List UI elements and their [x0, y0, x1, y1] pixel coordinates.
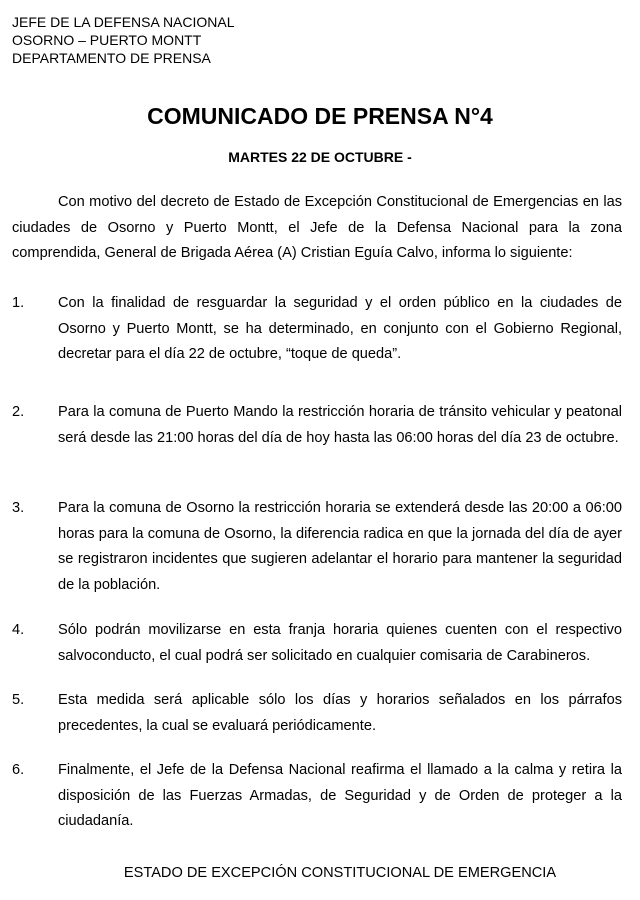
list-item-text: Sólo podrán movilizarse en esta franja horaria quienes cuenten con el respectivo salvoconducto, el cual podrá ser solicitado en cualquier comisaria de Carabineros. [58, 622, 622, 664]
list-item-number: 5. [12, 692, 25, 708]
list-item-number: 3. [12, 500, 25, 516]
list-item [12, 618, 622, 669]
document-title: COMUNICADO DE PRENSA N°4 [147, 103, 493, 129]
list-item-text: Para la comuna de Puerto Mando la restricción horaria de tránsito vehicular y peatonal será desde las 21:00 horas del día de hoy hasta las 06:00 horas del día 23 de octubre. [58, 404, 622, 446]
letterhead-line-region: OSORNO – PUERTO MONTT [12, 32, 202, 48]
list-item-text: Esta medida será aplicable sólo los días y horarios señalados en los párrafos precedentes, la cual se evaluará periódicamente. [58, 692, 622, 734]
intro-paragraph: Con motivo del decreto de Estado de Excepción Constitucional de Emergencias en las ciudades de Osorno y Puerto Montt, el Jefe de la Defensa Nacional para la zona comprendida, General de Brigada Aérea (A) Cristian Eguía Calvo, informa lo siguiente: [12, 194, 622, 261]
list-item-number: 2. [12, 404, 25, 420]
list-item [12, 688, 622, 739]
document-date: MARTES 22 DE OCTUBRE - [228, 149, 412, 165]
list-item [12, 496, 622, 598]
list-item [12, 400, 622, 451]
list-item [12, 291, 622, 368]
letterhead [12, 13, 235, 67]
list-item-number: 1. [12, 295, 25, 311]
list-item [12, 758, 622, 835]
list-item-number: 4. [12, 622, 25, 638]
list-item-number: 6. [12, 762, 25, 778]
list-item-text: Con la finalidad de resguardar la seguridad y el orden público en la ciudades de Osorno y Puerto Montt, se ha determinado, en conjunto con el Gobierno Regional, decretar para el día 22 de octubre, “toque de queda”. [58, 295, 622, 362]
letterhead-line-department: DEPARTAMENTO DE PRENSA [12, 50, 211, 66]
footer-caption: ESTADO DE EXCEPCIÓN CONSTITUCIONAL DE EMERGENCIA [123, 865, 557, 881]
list-item-text: Para la comuna de Osorno la restricción horaria se extenderá desde las 20:00 a 06:00 horas para la comuna de Osorno, la diferencia radica en que la jornada del día de ayer se registraron incidentes que sugieren adelantar el horario para mantener la seguridad de la población. [58, 500, 622, 593]
letterhead-line-authority: JEFE DE LA DEFENSA NACIONAL [12, 14, 235, 30]
list-item-text: Finalmente, el Jefe de la Defensa Nacional reafirma el llamado a la calma y retira la disposición de las Fuerzas Armadas, de Seguridad y de Orden de proteger a la ciudadanía. [58, 762, 622, 829]
